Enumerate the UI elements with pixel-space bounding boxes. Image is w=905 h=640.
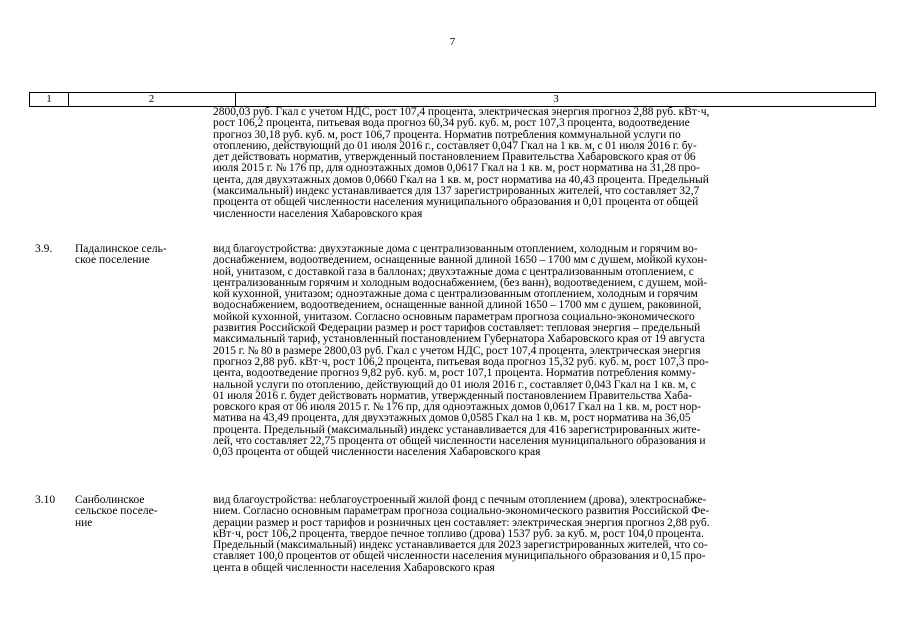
text-line: развития Российской Федерации размер и рост тарифов составляет: тепловая энергия – предельный — [213, 323, 701, 335]
text-line: максимальный тариф, установленный постановлением Губернатора Хабаровского края от 19 августа — [213, 334, 705, 346]
text-line: 2800,03 руб. Гкал с учетом НДС, рост 107,4 процента, электрическая энергия прогноз 2,88 руб. кВт·ч, — [213, 107, 710, 118]
text-line: процента от общей численности населения муниципального образования и 0,01 процента от общей — [213, 197, 699, 209]
text-line: прогноз 30,18 руб. куб. м, рост 106,7 процента. Норматив потребления коммунальной услуги по — [213, 129, 681, 141]
text-line: ское поселение — [75, 255, 150, 267]
text-line: цента, для двухэтажных домов 0,0660 Гкал на 1 кв. м, рост норматива на 40,43 процента. Предельный — [213, 174, 709, 186]
text-line: (максимальный) индекс устанавливается для 137 зарегистрированных жителей, что составляет 32,7 — [213, 186, 700, 198]
text-line: 01 июля 2016 г. будет действовать норматив, утвержденный постановлением Правительства Хаба- — [213, 390, 693, 402]
text-line: нием. Согласно основным параметрам прогноза социально-экономического развития Российской Фе- — [213, 506, 710, 518]
row-number: 3.10 — [35, 494, 56, 506]
text-line: дерации размер и рост тарифов и розничных цен составляет: электрическая энергия прогноз 2,88 руб. — [213, 517, 710, 529]
text-line: цента в общей численности населения Хабаровского края — [213, 562, 495, 574]
text-line: численности населения Хабаровского края — [213, 208, 423, 220]
text-line: прогноз 2,88 руб. кВт·ч, рост 106,2 процента, питьевая вода прогноз 15,32 руб. куб. м, рост 107,3 про- — [213, 356, 709, 368]
text-line: вид благоустройства: двухэтажные дома с централизованным отоплением, холодным и горячим во- — [213, 244, 698, 255]
text-line: ной, унитазом, с доставкой газа в баллонах; двухэтажные дома с централизованным отоплением, с — [213, 266, 694, 278]
settlement-name — [75, 495, 203, 529]
text-line: процента. Предельный (максимальный) индекс устанавливается для 416 зарегистрированных жите- — [213, 424, 701, 436]
text-line: ние — [75, 517, 93, 529]
text-line: цента, водоотведение прогноз 9,82 руб. куб. м, рост 107,1 процента. Норматив потребления комму- — [213, 368, 696, 380]
text-line: июля 2015 г. № 176 пр, для одноэтажных домов 0,0617 Гкал на 1 кв. м, рост норматива на 31,28 про- — [213, 163, 700, 175]
header-col-3: 3 — [553, 93, 559, 105]
table-header-row — [29, 92, 876, 107]
settlement-description — [213, 244, 875, 459]
text-line: 0,03 процента от общей численности населения Хабаровского края — [213, 447, 541, 459]
text-line: Санболинское — [75, 495, 145, 506]
text-line: матива на 43,49 процента, для двухэтажных домов 0,0585 Гкал на 1 кв. м, рост норматива на 36,05 — [213, 413, 691, 425]
text-line: Падалинское сель- — [75, 244, 167, 255]
text-line: кВт·ч, рост 106,2 процента, твердое печное топливо (дрова) 1537 руб. за куб. м, рост 104,0 процента. — [213, 528, 704, 540]
text-line: рост 106,2 процента, питьевая вода прогноз 60,34 руб. куб. м, рост 107,3 процента, водоотведение — [213, 118, 690, 130]
header-col-2: 2 — [68, 93, 236, 106]
text-line: водоснабжением, водоотведением, оснащенные ванной длиной 1650 – 1700 мм с душем, раковиной, — [213, 300, 702, 312]
text-line: сельское поселе- — [75, 506, 158, 518]
text-line: дет действовать норматив, утвержденный постановлением Правительства Хабаровского края от 06 — [213, 152, 696, 164]
text-line: лей, что составляет 22,75 процента от общей численности населения муниципального образования и — [213, 436, 706, 448]
header-col-1: 1 — [30, 93, 69, 106]
settlement-name — [75, 244, 203, 267]
row-number: 3.9. — [35, 243, 53, 255]
text-line: нальной услуги по отоплению, действующий до 01 июля 2016 г., составляет 0,043 Гкал на 1 кв. м, с — [213, 379, 696, 391]
text-line: ставляет 100,0 процентов от общей численности населения муниципального образования и 0,15 про- — [213, 551, 706, 563]
text-line: централизованным горячим и холодным водоснабжением, (без ванн), водоотведением, с душем, мой- — [213, 277, 708, 289]
text-line: ровского края от 06 июля 2015 г. № 176 пр, для одноэтажных домов 0,0617 Гкал на 1 кв. м, рост нор- — [213, 402, 701, 414]
settlement-description — [213, 495, 875, 574]
page-number: 7 — [449, 36, 456, 48]
text-line: доснабжением, водоотведением, оснащенные ванной длиной 1650 – 1700 мм с душем, мойкой кухон- — [213, 255, 708, 267]
text-line: отоплению, действующий до 01 июля 2016 г., составляет 0,047 Гкал на 1 кв. м, с 01 июля 2016 г. бу- — [213, 140, 697, 152]
text-line: 2015 г. № 80 в размере 2800,03 руб. Гкал с учетом НДС, рост 107,4 процента, электрическая энергия — [213, 345, 701, 357]
text-line: мойкой кухонной, унитазом. Согласно основным параметрам прогноза социально-экономического — [213, 311, 695, 323]
text-line: Предельный (максимальный) индекс устанавливается для 2023 зарегистрированных жителей, что со- — [213, 540, 708, 552]
continuation-description — [213, 107, 875, 220]
text-line: кой кухонной, унитазом; одноэтажные дома с централизованным отоплением, холодным и горячим — [213, 289, 698, 301]
text-line: вид благоустройства: неблагоустроенный жилой фонд с печным отоплением (дрова), электроснабже- — [213, 495, 707, 506]
